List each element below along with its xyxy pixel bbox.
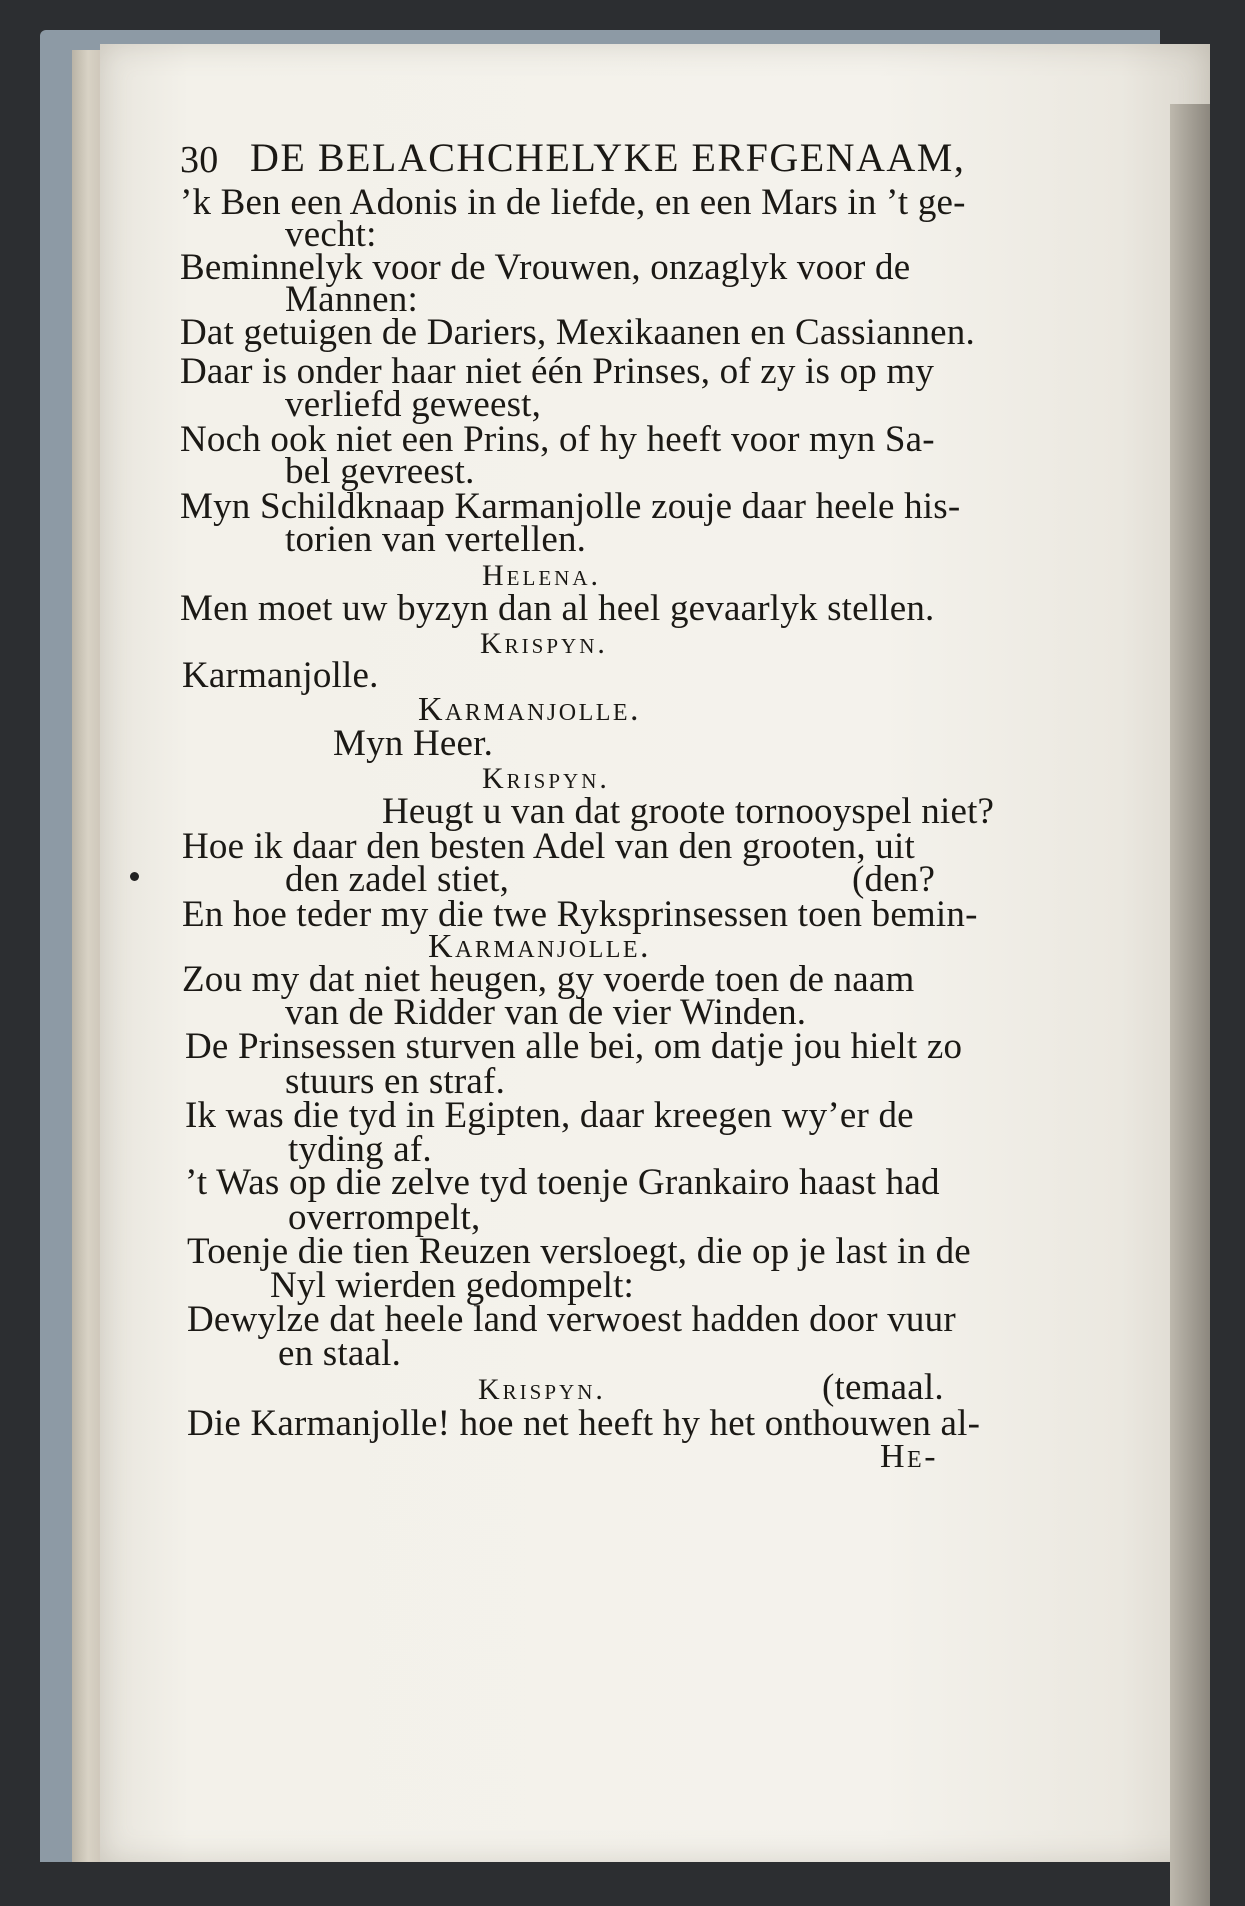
text-line: Daar is onder haar niet één Prinses, of zy is op my — [180, 351, 935, 392]
text-line: ’k Ben een Adonis in de liefde, en een Mars in ’t ge- — [180, 182, 966, 223]
text-line: Dat getuigen de Dariers, Mexikaanen en Cassiannen. — [180, 312, 975, 353]
text-line: torien van vertellen. — [285, 519, 587, 560]
text-line: van de Ridder van de vier Winden. — [285, 992, 807, 1033]
text-line: Men moet uw byzyn dan al heel gevaarlyk stellen. — [180, 588, 935, 629]
speaker-name: Karmanjolle. — [418, 691, 642, 728]
text-line: Karmanjolle. — [182, 655, 379, 696]
page-number: 30 — [180, 139, 219, 181]
text-line: ’t Was op die zelve tyd toenje Grankairo haast had — [185, 1162, 940, 1203]
text-line: Myn Schildknaap Karmanjolle zouje daar heele his- — [180, 486, 961, 527]
text-line: bel gevreest. — [285, 451, 475, 492]
text-line: Heugt u van dat groote tornooyspel niet? — [382, 791, 995, 832]
text-line: Myn Heer. — [333, 723, 494, 764]
text-line: De Prinsessen sturven alle bei, om datje jou hielt zo — [185, 1026, 963, 1067]
ink-mark — [130, 872, 139, 881]
text-line: Zou my dat niet heugen, gy voerde toen de naam — [182, 959, 915, 1000]
text-line: En hoe teder my die twe Ryksprinsessen toen bemin- — [182, 894, 978, 935]
running-title: DE BELACHCHELYKE ERFGENAAM, — [250, 135, 966, 180]
speaker-name: Krispyn. — [480, 627, 608, 660]
text-line: verliefd geweest, — [285, 384, 542, 425]
text-line: overrompelt, — [288, 1197, 481, 1238]
text-line: den zadel stiet, — [285, 859, 510, 900]
text-line: Dewylze dat heele land verwoest hadden door vuur — [187, 1299, 956, 1340]
text-line: Die Karmanjolle! hoe net heeft hy het onthouwen al- — [187, 1403, 981, 1444]
text-line: (den? — [852, 859, 936, 900]
text-line: Beminnelyk voor de Vrouwen, onzaglyk voor de — [180, 247, 911, 288]
text-line: (temaal. — [822, 1367, 944, 1408]
text-line: Hoe ik daar den besten Adel van den grooten, uit — [182, 826, 915, 867]
speaker-name: Karmanjolle. — [428, 928, 652, 965]
speaker-name: Krispyn. — [482, 762, 610, 795]
text-line: Nyl wierden gedompelt: — [270, 1265, 635, 1306]
speaker-name: Krispyn. — [478, 1373, 606, 1406]
text-line: Ik was die tyd in Egipten, daar kreegen wy’er de — [185, 1095, 914, 1136]
text-line: stuurs en straf. — [285, 1061, 506, 1102]
text-line: Noch ook niet een Prins, of hy heeft voor myn Sa- — [180, 419, 935, 460]
catchword: He- — [880, 1438, 939, 1475]
text-line: en staal. — [278, 1333, 402, 1374]
text-line: tyding af. — [288, 1129, 432, 1170]
text-line: Toenje die tien Reuzen versloegt, die op je last in de — [187, 1231, 971, 1272]
text-line: Mannen: — [285, 279, 418, 320]
text-line: vecht: — [285, 214, 377, 255]
speaker-name: Helena. — [482, 559, 601, 592]
